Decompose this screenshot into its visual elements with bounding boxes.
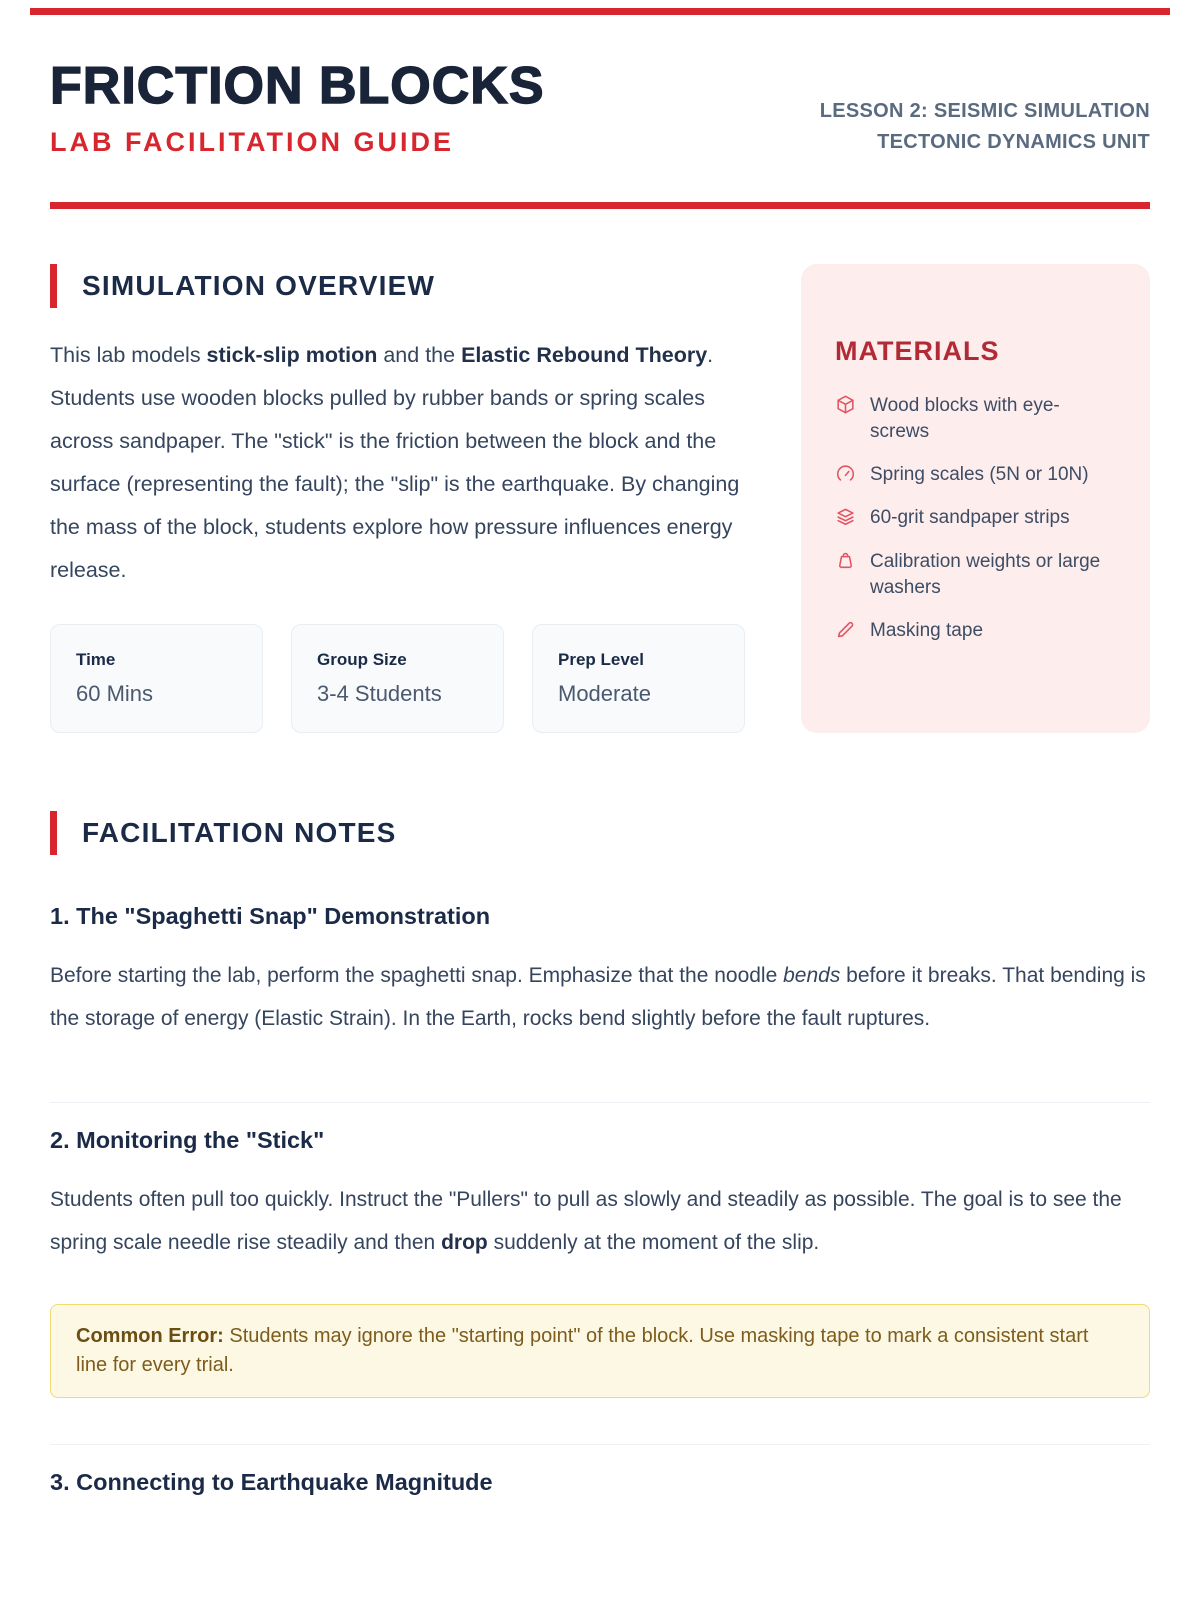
note-divider [50, 1102, 1150, 1103]
stat-card-prep-level [532, 624, 745, 733]
material-item [835, 618, 1116, 644]
material-item [835, 505, 1116, 531]
stat-label: Prep Level [558, 650, 644, 669]
material-item-text: Masking tape [870, 620, 984, 642]
note-1-title: 1. The "Spaghetti Snap" Demonstration [50, 903, 491, 929]
materials-card [801, 264, 1150, 733]
header [50, 57, 1150, 158]
callout-label: Common Error: [76, 1325, 224, 1347]
header-rule [50, 202, 1150, 209]
materials-list [835, 393, 1116, 662]
cube-icon [835, 394, 856, 415]
bold-text: drop [441, 1231, 488, 1254]
material-item-text: Calibration weights or large washers [870, 550, 1101, 598]
text-run: suddenly at the moment of the slip. [487, 1231, 820, 1254]
gauge-icon [835, 463, 856, 484]
stat-label: Group Size [317, 650, 407, 669]
note-1-body [50, 954, 1150, 1040]
common-error-callout [50, 1304, 1150, 1398]
text-run: . Students use wooden blocks pulled by rubber bands or spring scales across sandpaper. The "stick" is the friction between the block and the surface (representing the fault); the "slip" is the earthquake. By changing the mass of the block, students explore how pressure influences energy release. [50, 343, 740, 582]
materials-sidebar [801, 264, 1150, 733]
stat-card-time [50, 624, 263, 733]
material-item-text: Spring scales (5N or 10N) [870, 464, 1089, 486]
materials-heading: MATERIALS [835, 335, 1000, 366]
stat-value: Moderate [558, 681, 651, 706]
italic-text: bends [783, 964, 841, 987]
text-run: Students often pull too quickly. Instruct the "Pullers" to pull as slowly and steadily as possible. The goal is to see the spring scale needle rise steadily and then [50, 1188, 1122, 1254]
notes-heading: FACILITATION NOTES [82, 817, 397, 848]
overview-heading: SIMULATION OVERVIEW [82, 270, 436, 301]
lesson-line: LESSON 2: SEISMIC SIMULATION [819, 100, 1150, 122]
overview-column [50, 264, 745, 733]
text-run: This lab models [50, 343, 207, 367]
material-item-text: Wood blocks with eye-screws [870, 394, 1060, 442]
note-divider [50, 1444, 1150, 1445]
facilitation-notes-section [50, 811, 1150, 1496]
page-title: FRICTION BLOCKS [50, 57, 545, 115]
text-run: and the [377, 343, 462, 367]
title-block [50, 57, 545, 158]
content-area [50, 57, 1150, 1496]
overview-heading-row [50, 264, 745, 308]
page-subtitle: LAB FACILITATION GUIDE [50, 127, 454, 157]
note-3-title: 3. Connecting to Earthquake Magnitude [50, 1469, 493, 1495]
note-2-title: 2. Monitoring the "Stick" [50, 1127, 325, 1153]
stats-row [50, 624, 745, 733]
unit-line: TECTONIC DYNAMICS UNIT [877, 131, 1150, 153]
material-item-text: 60-grit sandpaper strips [870, 507, 1070, 529]
callout-text: Students may ignore the "starting point" of the block. Use masking tape to mark a consistent start line for every trial. [76, 1325, 1089, 1376]
note-2-body [50, 1178, 1150, 1264]
bold-text: Elastic Rebound Theory [461, 343, 708, 367]
notes-heading-row [50, 811, 1150, 855]
stat-value: 60 Mins [76, 681, 154, 706]
weight-icon [835, 550, 856, 571]
material-item [835, 549, 1116, 601]
overview-row [50, 264, 1150, 733]
pencil-icon [835, 619, 856, 640]
text-run: Before starting the lab, perform the spaghetti snap. Emphasize that the noodle [50, 964, 784, 987]
text-run: before it breaks. That bending is the storage of energy (Elastic Strain). In the Earth, rocks bend slightly before the fault ruptures. [50, 964, 1146, 1030]
material-item [835, 393, 1116, 445]
overview-paragraph [50, 334, 745, 592]
lesson-block [820, 96, 1150, 158]
stat-card-group-size [291, 624, 504, 733]
stat-value: 3-4 Students [317, 681, 442, 706]
stat-label: Time [76, 650, 116, 669]
section-accent-bar [50, 811, 57, 855]
layers-icon [835, 506, 856, 527]
section-accent-bar [50, 264, 57, 308]
document-page [30, 8, 1170, 1496]
material-item [835, 462, 1116, 488]
bold-text: stick-slip motion [206, 343, 378, 367]
